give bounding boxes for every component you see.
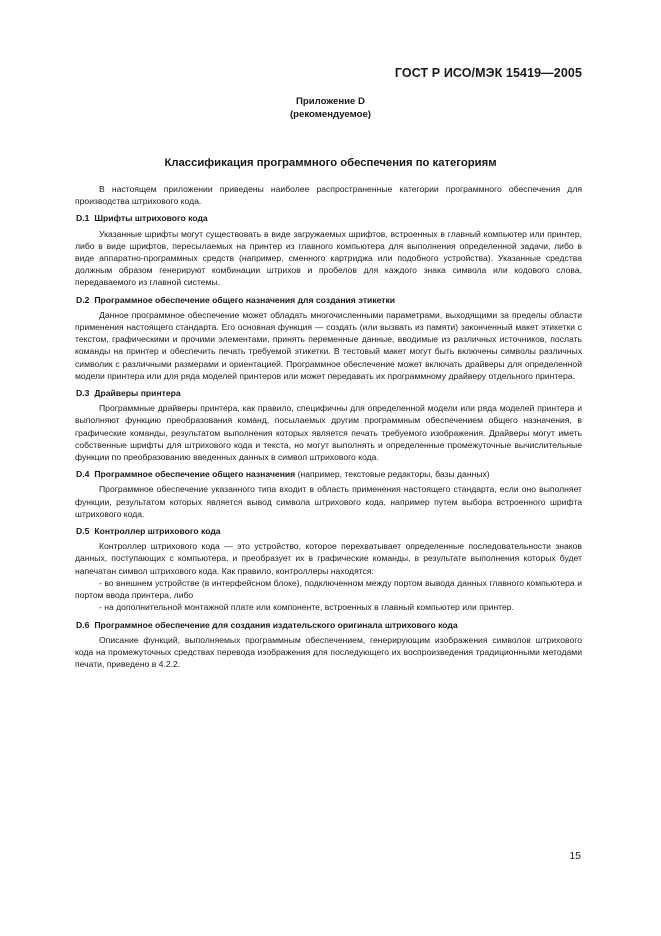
- section-text-d1: Указанные шрифты могут существовать в виде загружаемых шрифтов, встроенных в главный компьютер или принтер, либо в виде шрифтов, пересылаемых на принтер из главного компьютера для выполнения определенной задачи, либо в виде аппаратно-программных средств (например, сменного картриджа или подобного устройства). Указанные средства должным образом генерируют комбинации штрихов и пробелов для каждого знака символа или кодового слова, передаваемого из главной системы.: [75, 228, 582, 288]
- page-title: Классификация программного обеспечения по категориям: [164, 157, 497, 169]
- list-item: - во внешнем устройстве (в интерфейсном блоке), подключенном между портом вывода данных главного компьютера и портом ввода принтера, либо: [75, 577, 582, 601]
- annex-status: (рекомендуемое): [289, 109, 371, 120]
- section-title: Драйверы принтера: [94, 388, 181, 399]
- section-text-d5: Контроллер штрихового кода — это устройство, которое перехватывает определенные последовательности знаков данных, поступающих с компьютера, и преобразует их в графические команды, в результате выполнения которых будет напечатан символ штрихового кода. Как правило, контроллеры находятся:: [75, 541, 582, 576]
- section-title: Шрифты штрихового кода: [94, 213, 208, 224]
- section-title: Программное обеспечение общего назначения для создания этикетки: [94, 294, 396, 305]
- section-number: D.4: [76, 469, 90, 480]
- section-text-d6: Описание функций, выполняемых программным обеспечением, генерирующим изображения символов штрихового кода на промежуточных средствах перевода изображения для последующего их воспроизведения традиционными методами печати, приведено в 4.2.2.: [75, 634, 582, 670]
- section-heading-d2: [75, 294, 582, 306]
- section-title-note: (например, текстовые редакторы, базы данных): [295, 469, 490, 480]
- intro-paragraph: В настоящем приложении приведены наиболее распространенные категории программного обеспечения для производства штрихового кода.: [75, 184, 582, 207]
- annex-name: Приложение D: [296, 96, 365, 107]
- section-number: D.2: [76, 294, 90, 305]
- section-text-d2: Данное программное обеспечение может обладать многочисленными параметрами, выходящими за пределы области применения настоящего стандарта. Его основная функция — создать (или вызвать из памяти) законченный макет этикетки с текстом, графическими и прочими элементами, принять переменные данные, вводимые из различных источников, послать команды на принтер и обеспечить печать требуемой этикетки. В тестовый макет могут быть включены символы различных символик с различными размерами и ориентацией. Программное обеспечение может включать драйверы для определенной модели принтера или для ряда моделей принтеров или может передавать их программному драйверу отдельного принтера.: [75, 309, 582, 381]
- section-text-d3: Программные драйверы принтера, как правило, специфичны для определенной модели или ряда моделей принтера и выполняют функцию преобразования команд, посылаемых другим программным обеспечением общего назначения, в графические команды, результатом выполнения которых является печать требуемого изображения. Драйверы могут иметь собственные шрифты для штрихового кода и текста, но могут выполнять и определенные промежуточные вычислительные функции по преобразованию введенных данных в символ штрихового кода.: [75, 403, 582, 463]
- section-heading-d4: [75, 468, 582, 480]
- section-title: Контроллер штрихового кода: [94, 526, 221, 537]
- section-number: D.1: [76, 213, 90, 224]
- section-heading-d6: [75, 619, 582, 631]
- section-heading-d5: [75, 525, 582, 537]
- section-number: D.6: [76, 619, 90, 630]
- section-heading-d3: [75, 387, 582, 399]
- section-number: D.3: [76, 388, 90, 399]
- document-body: [75, 183, 582, 670]
- section-heading-d1: [75, 212, 582, 224]
- section-title: Программное обеспечение для создания издательского оригинала штрихового кода: [94, 619, 458, 630]
- section-title: Программное обеспечение общего назначения: [94, 469, 296, 480]
- section-number: D.5: [76, 526, 90, 537]
- standard-designation: ГОСТ Р ИСО/МЭК 15419—2005: [394, 66, 582, 80]
- list-item: - на дополнительной монтажной плате или компоненте, встроенных в главный компьютер или принтер.: [99, 602, 514, 613]
- page-number: 15: [569, 850, 581, 862]
- section-text-d4: Программное обеспечение указанного типа входит в область применения настоящего стандарта, если оно выполняет функции, результатом которых является вывод символа штрихового кода, например путем выбора встроенного шрифта штрихового кода.: [75, 484, 582, 519]
